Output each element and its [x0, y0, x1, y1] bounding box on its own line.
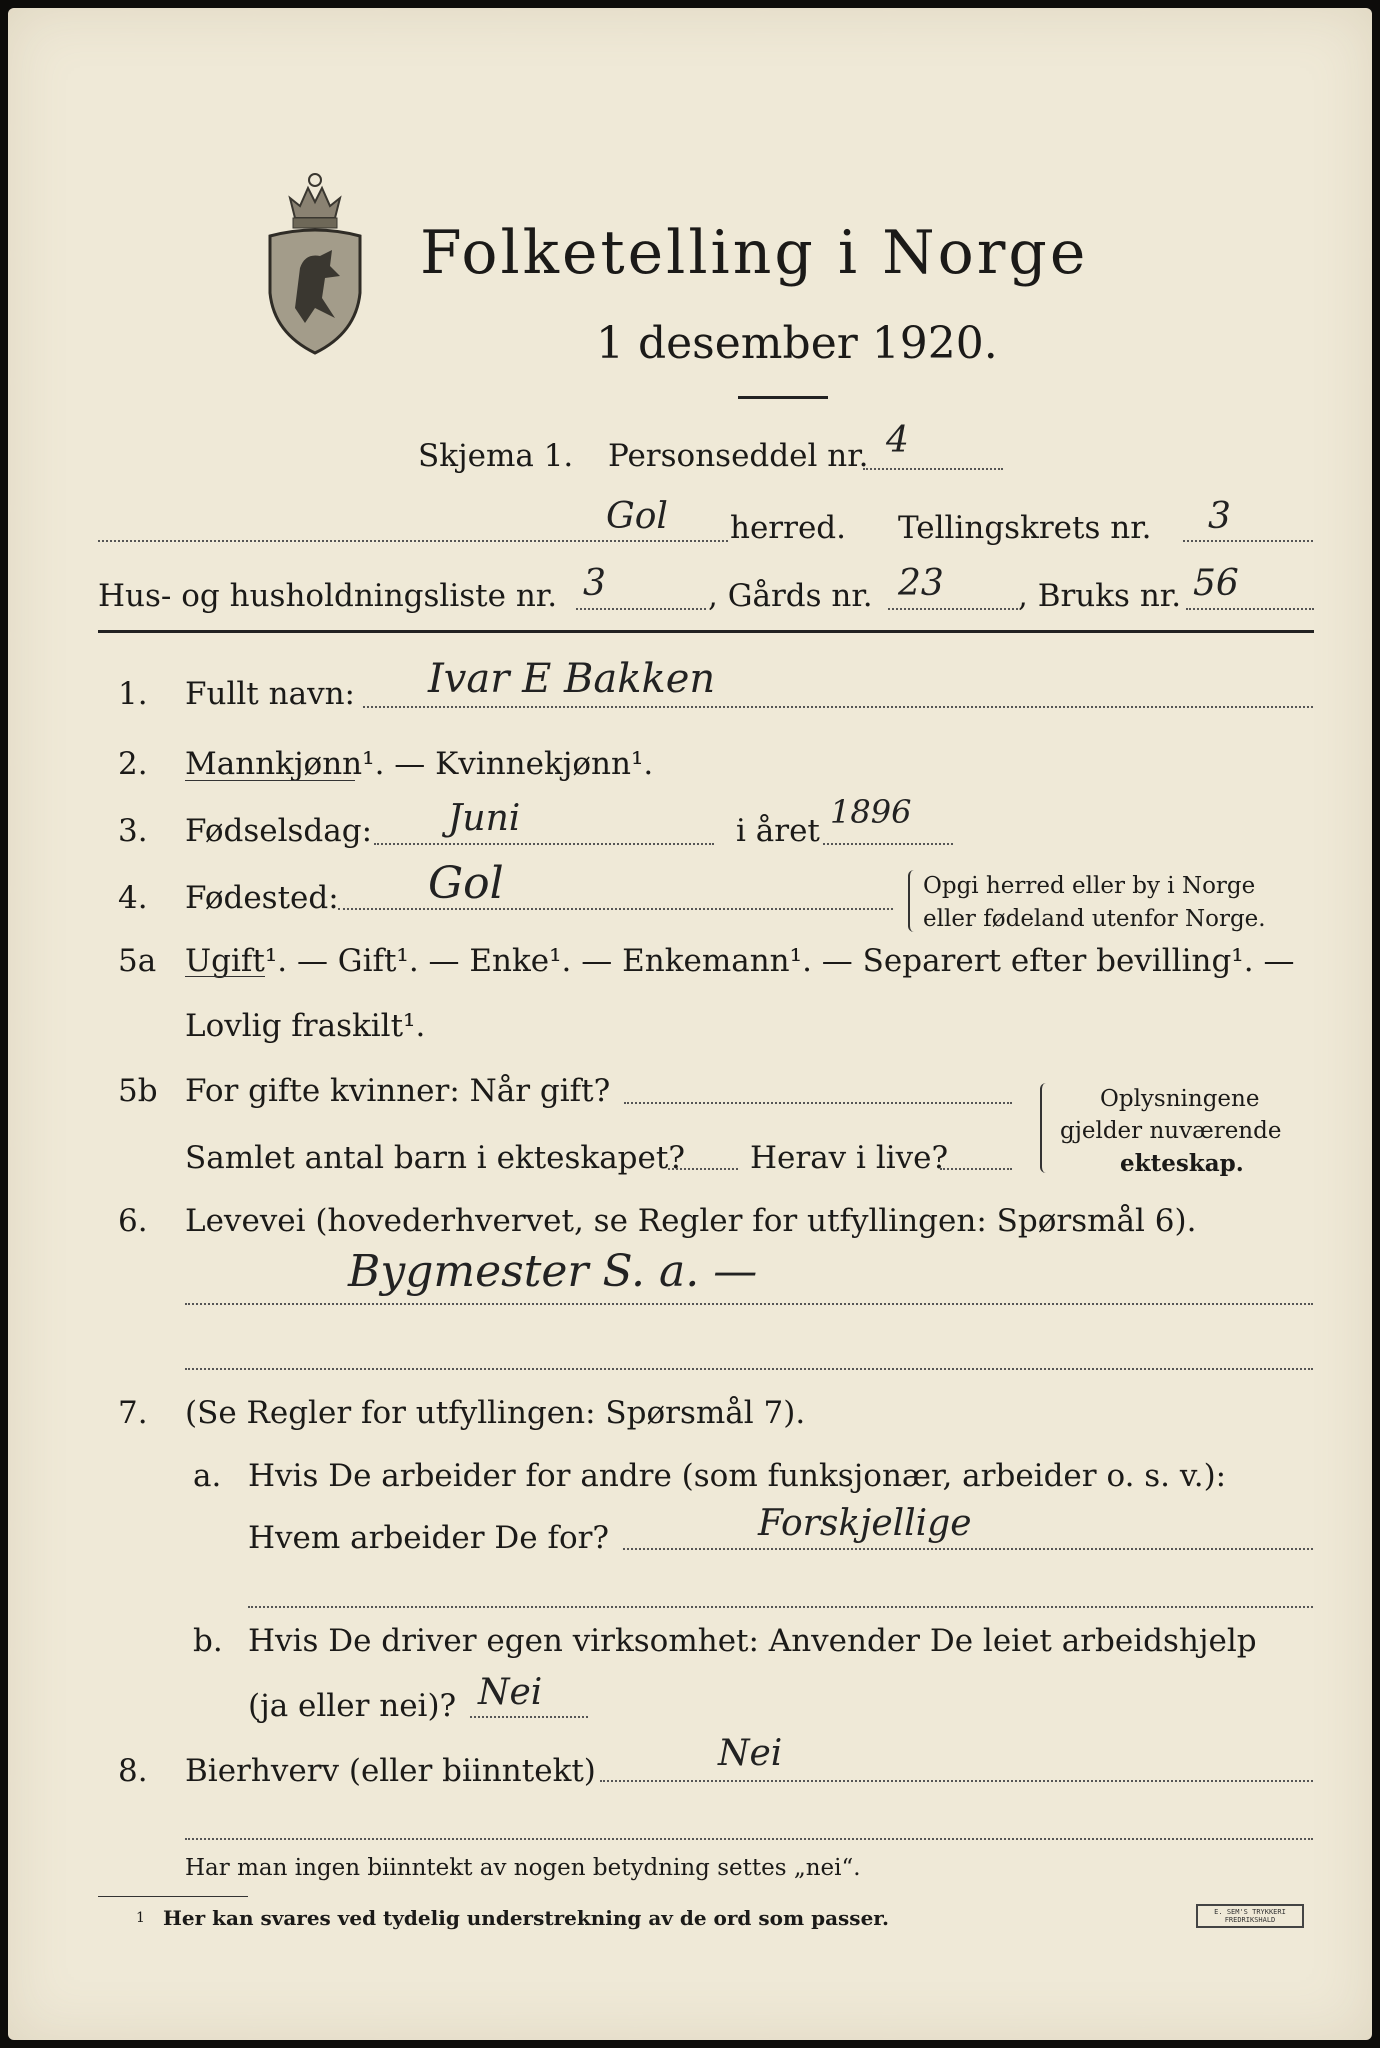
census-date: 1 desember 1920. [596, 318, 998, 369]
q5b-label: For gifte kvinner: Når gift? [185, 1073, 611, 1109]
q7-number: 7. [118, 1395, 148, 1431]
q3-number: 3. [118, 813, 148, 849]
q7b-answer-value[interactable]: Nei [478, 1672, 543, 1713]
q7a-label-2: Hvem arbeider De for? [248, 1520, 610, 1556]
q7b-label-2: (ja eller nei)? [248, 1688, 457, 1724]
q5b-note-line-2: gjelder nuværende [1060, 1118, 1282, 1144]
coat-of-arms-icon [260, 158, 370, 358]
q2-label[interactable]: Mannkjønn¹. — Kvinnekjønn¹. [185, 746, 654, 782]
footnote-mark: 1 [136, 1910, 145, 1926]
herred-value[interactable]: Gol [606, 496, 668, 537]
footnote-text: Her kan svares ved tydelig understrekning av de ord som passer. [163, 1906, 889, 1930]
title-divider [738, 396, 828, 399]
q4-label: Fødested: [185, 880, 339, 916]
footnote-rule [98, 1896, 248, 1897]
q4-number: 4. [118, 880, 148, 916]
printer-stamp: E. SEM'S TRYKKERI FREDRIKSHALD [1196, 1904, 1304, 1928]
q7b-label: Hvis De driver egen virksomhet: Anvender De leiet arbeidshjelp [248, 1623, 1257, 1659]
gards-value[interactable]: 23 [898, 563, 944, 604]
q8-number: 8. [118, 1753, 148, 1789]
q4-note-line-1: Opgi herred eller by i Norge [923, 873, 1256, 899]
q5b-note-line-1: Oplysningene [1100, 1086, 1260, 1112]
bruks-value[interactable]: 56 [1193, 563, 1239, 604]
bruks-label: , Bruks nr. [1018, 578, 1182, 614]
q7a-employer-value[interactable]: Forskjellige [758, 1503, 972, 1544]
q5a-label[interactable]: Ugift¹. — Gift¹. — Enke¹. — Enkemann¹. — Separert efter bevilling¹. — [185, 943, 1295, 979]
gards-label: , Gårds nr. [708, 578, 873, 614]
herred-label: herred. [730, 510, 846, 546]
q1-label: Fullt navn: [185, 676, 355, 712]
tellingskrets-value[interactable]: 3 [1208, 496, 1231, 537]
q5a-number: 5a [118, 943, 157, 979]
q8-side-income-value[interactable]: Nei [718, 1733, 783, 1774]
q6-occupation-value[interactable]: Bygmester S. a. — [348, 1246, 758, 1297]
q6-label: Levevei (hovederhvervet, se Regler for utfyllingen: Spørsmål 6). [185, 1203, 1197, 1239]
hus-label: Hus- og husholdningsliste nr. [98, 578, 558, 614]
skjema-label: Skjema 1. [418, 438, 574, 474]
q6-number: 6. [118, 1203, 148, 1239]
q8-label: Bierhverv (eller biinntekt) [185, 1753, 596, 1789]
footer-note: Har man ingen biinntekt av nogen betydning settes „nei“. [185, 1855, 861, 1881]
q5b-label-2: Samlet antal barn i ekteskapet? [185, 1140, 685, 1176]
q7-label: (Se Regler for utfyllingen: Spørsmål 7). [185, 1395, 806, 1431]
q4-note-line-2: eller fødeland utenfor Norge. [923, 906, 1266, 932]
q7b-letter: b. [193, 1623, 223, 1659]
q3-label: Fødselsdag: [185, 813, 373, 849]
q3-birthday-value[interactable]: Juni [448, 798, 521, 839]
q4-birthplace-value[interactable]: Gol [428, 858, 504, 909]
q7a-label: Hvis De arbeider for andre (som funksjonær, arbeider o. s. v.): [248, 1458, 1227, 1494]
q1-number: 1. [118, 676, 148, 712]
q3-year-value[interactable]: 1896 [830, 793, 912, 831]
q2-number: 2. [118, 746, 148, 782]
q5b-label-3: Herav i live? [750, 1140, 949, 1176]
q7a-letter: a. [193, 1458, 222, 1494]
form-title: Folketelling i Norge [420, 218, 1089, 288]
header-rule [98, 630, 1314, 633]
census-form [8, 8, 1372, 2040]
tellingskrets-label: Tellingskrets nr. [898, 510, 1152, 546]
q3-year-label: i året [736, 813, 820, 849]
q5b-number: 5b [118, 1073, 158, 1109]
hus-value[interactable]: 3 [583, 563, 606, 604]
q2-underline-mannkjonn [185, 780, 355, 781]
q5a-underline-ugift [185, 976, 265, 977]
q1-full-name-value[interactable]: Ivar E Bakken [428, 656, 716, 702]
q5a-label-2[interactable]: Lovlig fraskilt¹. [185, 1008, 426, 1044]
personseddel-label: Personseddel nr. [608, 438, 869, 474]
personseddel-value[interactable]: 4 [886, 420, 909, 461]
q5b-note-line-3: ekteskap. [1120, 1150, 1244, 1177]
